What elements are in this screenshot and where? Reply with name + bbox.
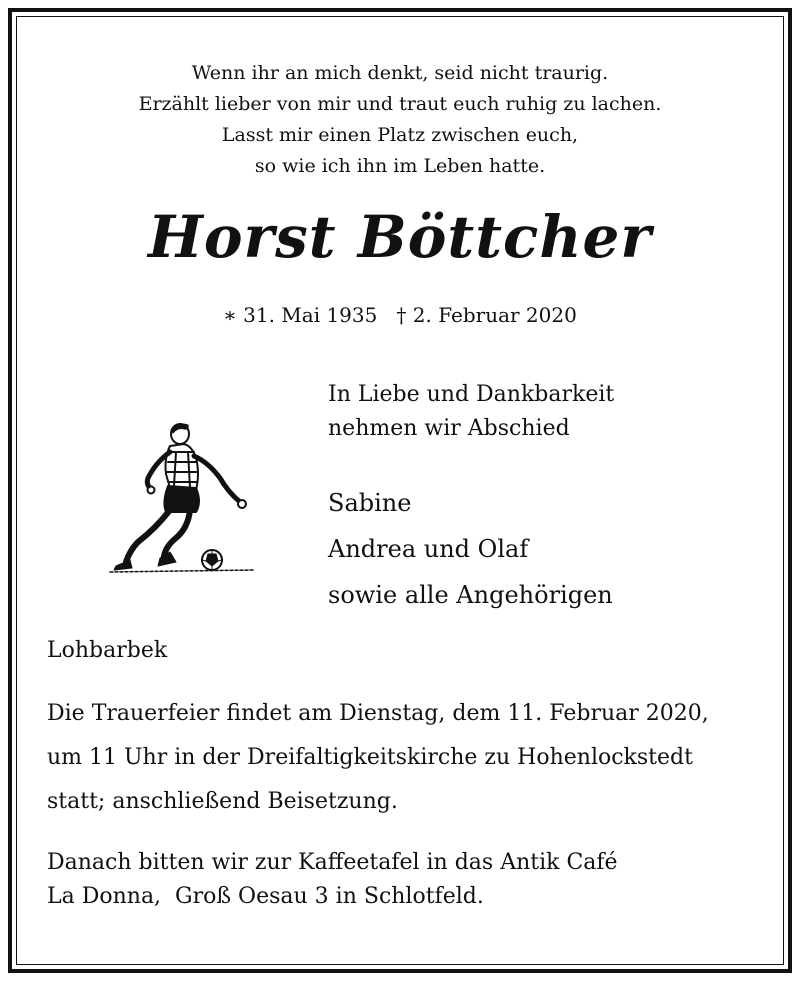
- coffee-line: Danach bitten wir zur Kaffeetafel in das Antik Café: [47, 850, 618, 875]
- coffee-invitation: [47, 846, 618, 914]
- coffee-line: La Donna, Groß Oesau 3 in Schlotfeld.: [47, 884, 484, 909]
- death-date: † 2. Februar 2020: [396, 303, 577, 327]
- mourners-list: [328, 480, 613, 618]
- poem-line: Lasst mir einen Platz zwischen euch,: [221, 124, 579, 146]
- farewell-line: nehmen wir Abschied: [328, 416, 570, 441]
- mourner: sowie alle Angehörigen: [328, 581, 613, 609]
- memorial-poem: [0, 58, 800, 182]
- service-line: Die Trauerfeier findet am Dienstag, dem 11. Februar 2020,: [47, 701, 709, 726]
- farewell-line: In Liebe und Dankbarkeit: [328, 382, 615, 407]
- soccer-player-illustration: [104, 418, 264, 582]
- poem-line: so wie ich ihn im Leben hatte.: [254, 155, 546, 177]
- deceased-name: Horst Böttcher: [148, 203, 652, 271]
- place-name: Lohbarbek: [47, 638, 168, 663]
- mourner: Andrea und Olaf: [328, 535, 529, 563]
- service-line: um 11 Uhr in der Dreifaltigkeitskirche zu Hohenlockstedt: [47, 745, 693, 770]
- life-dates: [0, 300, 800, 330]
- funeral-service-info: [47, 692, 709, 824]
- poem-line: Erzählt lieber von mir und traut euch ruhig zu lachen.: [138, 93, 662, 115]
- poem-line: Wenn ihr an mich denkt, seid nicht traurig.: [191, 62, 609, 84]
- service-line: statt; anschließend Beisetzung.: [47, 789, 398, 814]
- birth-date: ∗ 31. Mai 1935: [223, 303, 378, 327]
- farewell-text: [328, 378, 614, 446]
- mourner: Sabine: [328, 489, 412, 517]
